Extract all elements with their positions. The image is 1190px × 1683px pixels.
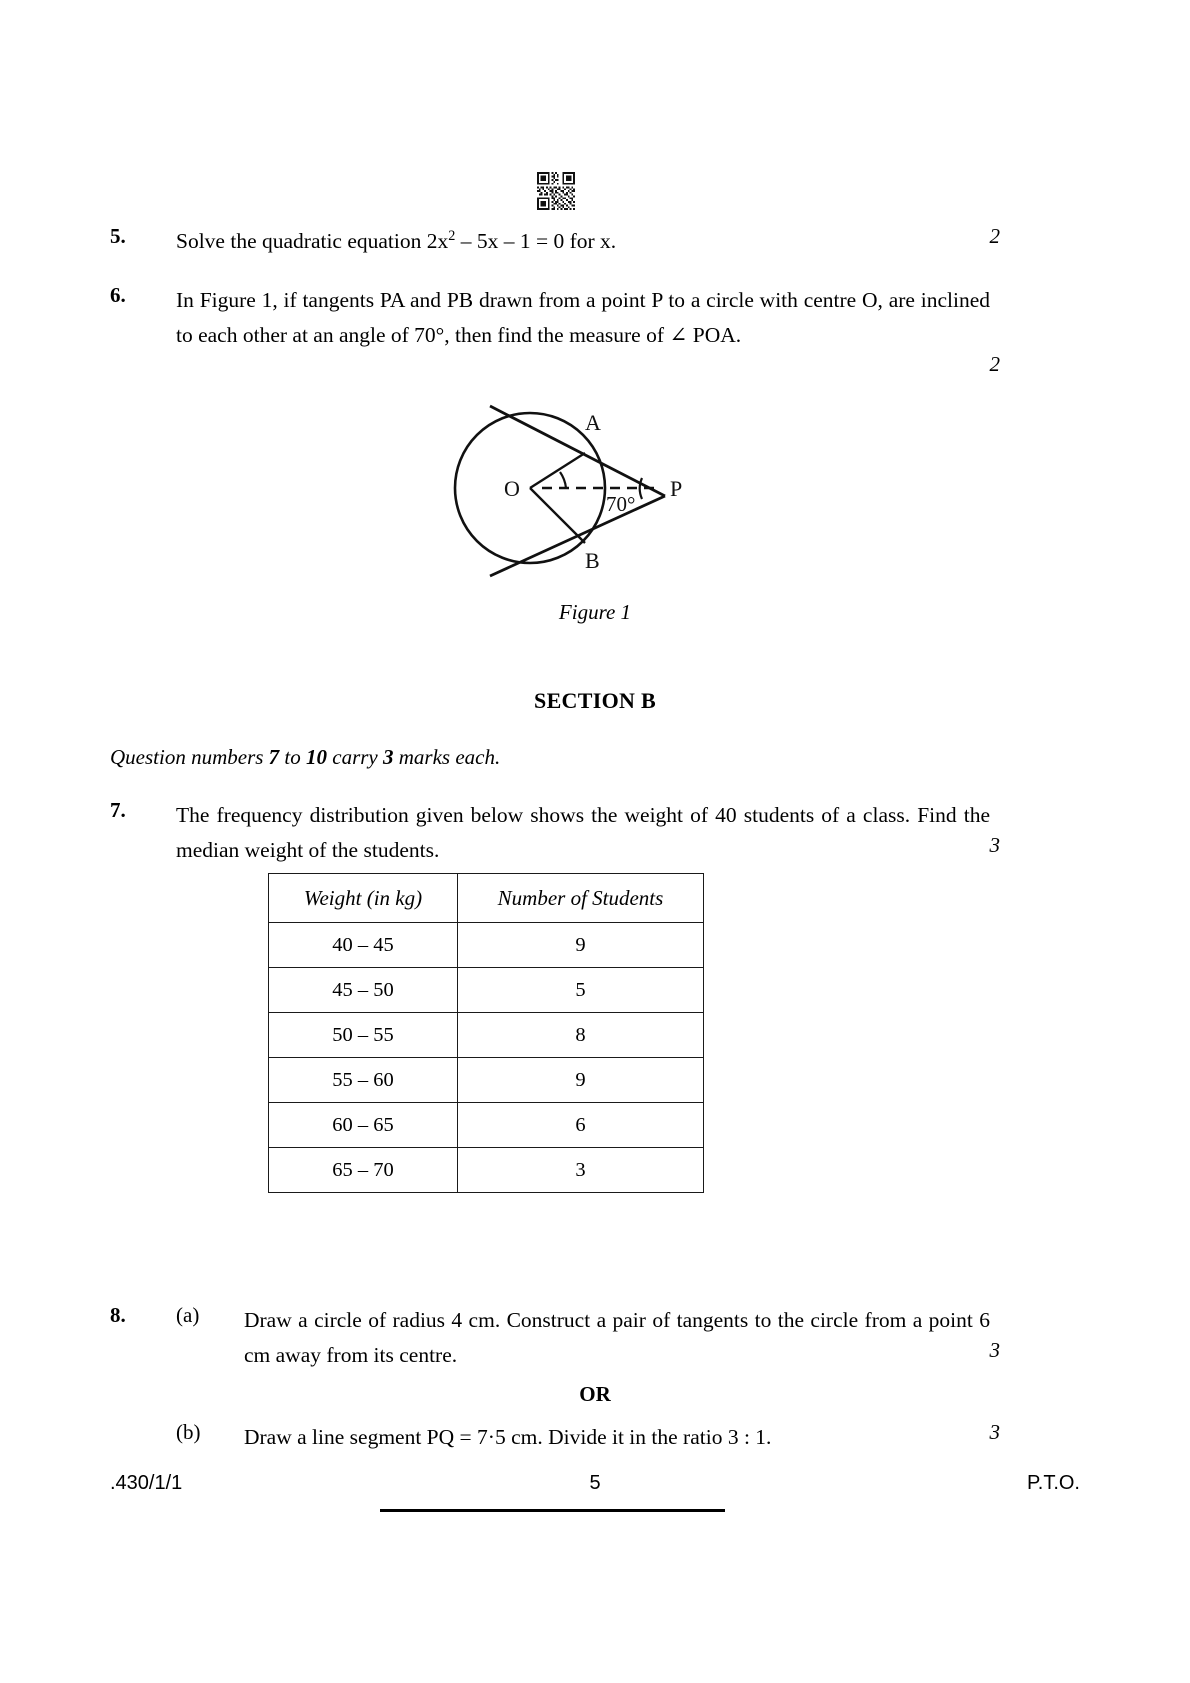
cell-students: 8: [458, 1013, 704, 1058]
label-angle-70: 70°: [606, 492, 636, 516]
or-separator: OR: [579, 1382, 611, 1406]
section-b-heading: SECTION B: [534, 688, 656, 713]
instruction-marks-value: 3: [383, 745, 394, 769]
table-row: [269, 968, 704, 1013]
question-5-text-before: Solve the quadratic equation 2x: [176, 229, 449, 253]
question-7: [110, 798, 990, 868]
cell-students: 3: [458, 1148, 704, 1193]
table-row: [269, 1148, 704, 1193]
table-row: [269, 923, 704, 968]
cell-weight: 50 – 55: [269, 1013, 458, 1058]
cell-weight: 45 – 50: [269, 968, 458, 1013]
instruction-from-question: 7: [268, 745, 280, 769]
question-8-option-a-marks: 3: [989, 1338, 1000, 1362]
cell-students: 9: [458, 923, 704, 968]
instruction-part-3: carry: [327, 745, 384, 769]
instruction-part-2: to: [279, 745, 307, 769]
question-6-number: 6.: [110, 283, 126, 307]
question-8-option-a-text: Draw a circle of radius 4 cm. Construct a pair of tangents to the circle from a point 6 cm away from its centre.: [244, 1308, 990, 1367]
cell-weight: 65 – 70: [269, 1148, 458, 1193]
cell-students: 6: [458, 1103, 704, 1148]
question-6: [110, 283, 990, 353]
question-5-text-after: – 5x – 1 = 0 for x.: [455, 229, 617, 253]
footer-divider: [380, 1509, 725, 1512]
question-7-text: The frequency distribution given below shows the weight of 40 students of a class. Find the median weight of the students.: [176, 803, 990, 862]
cell-students: 5: [458, 968, 704, 1013]
question-8-option-b-label: (b): [176, 1420, 201, 1444]
table-header-weight: Weight (in kg): [269, 874, 458, 923]
table-row: [269, 1013, 704, 1058]
qr-code-icon: [537, 172, 575, 210]
radius-oa: [530, 453, 585, 488]
question-8-option-a-label: (a): [176, 1303, 200, 1327]
table-header-row: [269, 874, 704, 923]
question-5: [110, 224, 990, 259]
label-p: P: [670, 476, 683, 501]
turn-over-label: P.T.O.: [1027, 1472, 1080, 1494]
question-6-text: In Figure 1, if tangents PA and PB drawn from a point P to a circle with centre O, are inclined to each other at an angle of 70°, then find the measure of ∠ POA.: [176, 288, 990, 347]
cell-weight: 55 – 60: [269, 1058, 458, 1103]
angle-arc-at-p: [640, 478, 642, 499]
section-b-instruction: [110, 745, 500, 770]
page-footer: [0, 1472, 1190, 1532]
cell-students: 9: [458, 1058, 704, 1103]
instruction-to-question: 10: [306, 745, 328, 769]
page-number: 5: [589, 1472, 601, 1494]
angle-arc-at-o: [560, 472, 566, 488]
question-6-marks: 2: [989, 352, 1000, 376]
instruction-part-1: Question numbers: [110, 745, 269, 769]
question-8-number: 8.: [110, 1303, 126, 1327]
figure-1-diagram: [420, 368, 720, 598]
cell-weight: 40 – 45: [269, 923, 458, 968]
question-8-option-b: [110, 1420, 990, 1455]
label-b: B: [585, 548, 600, 573]
radius-ob: [530, 488, 585, 543]
table-row: [269, 1058, 704, 1103]
question-7-number: 7.: [110, 798, 126, 822]
cell-weight: 60 – 65: [269, 1103, 458, 1148]
paper-code: .430/1/1: [110, 1472, 183, 1494]
instruction-part-4: marks each.: [393, 745, 501, 769]
question-5-exponent: 2: [448, 227, 456, 244]
figure-1-caption: Figure 1: [558, 600, 632, 624]
question-5-marks: 2: [989, 224, 1000, 248]
label-o: O: [504, 476, 520, 501]
label-a: A: [585, 410, 601, 435]
frequency-distribution-table: [268, 873, 704, 1193]
table-row: [269, 1103, 704, 1148]
question-5-text: [176, 224, 976, 259]
question-8-option-b-marks: 3: [989, 1420, 1000, 1444]
question-8-option-b-text: Draw a line segment PQ = 7·5 cm. Divide it in the ratio 3 : 1.: [244, 1425, 772, 1449]
question-7-marks: 3: [989, 833, 1000, 857]
question-5-number: 5.: [110, 224, 126, 248]
table-header-students: Number of Students: [458, 874, 704, 923]
question-8: [110, 1303, 990, 1373]
